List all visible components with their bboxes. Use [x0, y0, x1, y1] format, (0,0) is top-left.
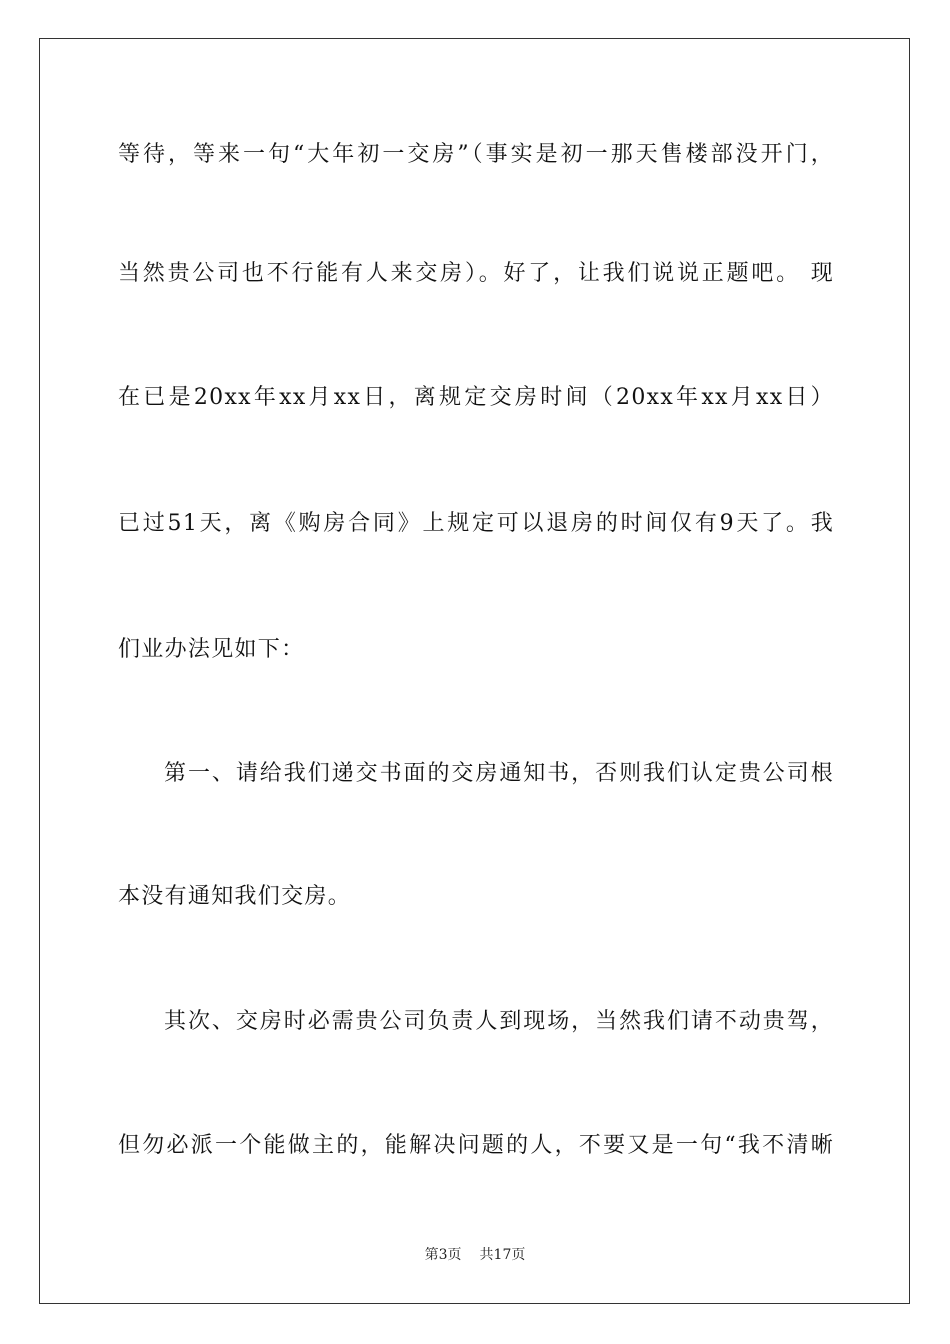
page-number: 第3页: [424, 1247, 462, 1263]
page-total: 共17页: [479, 1247, 526, 1263]
body-line-1: 等待，等来一句“大年初一交房”（事实是初一那天售楼部没开门，: [118, 142, 834, 167]
page-footer: [0, 1245, 950, 1265]
body-line-6: 第一、请给我们递交书面的交房通知书，否则我们认定贵公司根: [164, 761, 834, 786]
body-line-8: 其次、交房时必需贵公司负责人到现场，当然我们请不动贵驾，: [164, 1009, 834, 1034]
body-line-9: 但勿必派一个能做主的，能解决问题的人，不要又是一句“我不清晰: [118, 1133, 834, 1158]
body-line-2: 当然贵公司也不行能有人来交房）。好了，让我们说说正题吧。 现: [118, 261, 834, 286]
body-line-5: 们业办法见如下：: [118, 637, 305, 662]
body-line-3: 在已是20xx年xx月xx日，离规定交房时间（20xx年xx月xx日）: [118, 385, 834, 410]
body-line-7: 本没有通知我们交房。: [118, 884, 352, 909]
body-line-4: 已过51天，离《购房合同》上规定可以退房的时间仅有9天了。我: [118, 511, 834, 536]
page-border: [39, 38, 910, 1304]
